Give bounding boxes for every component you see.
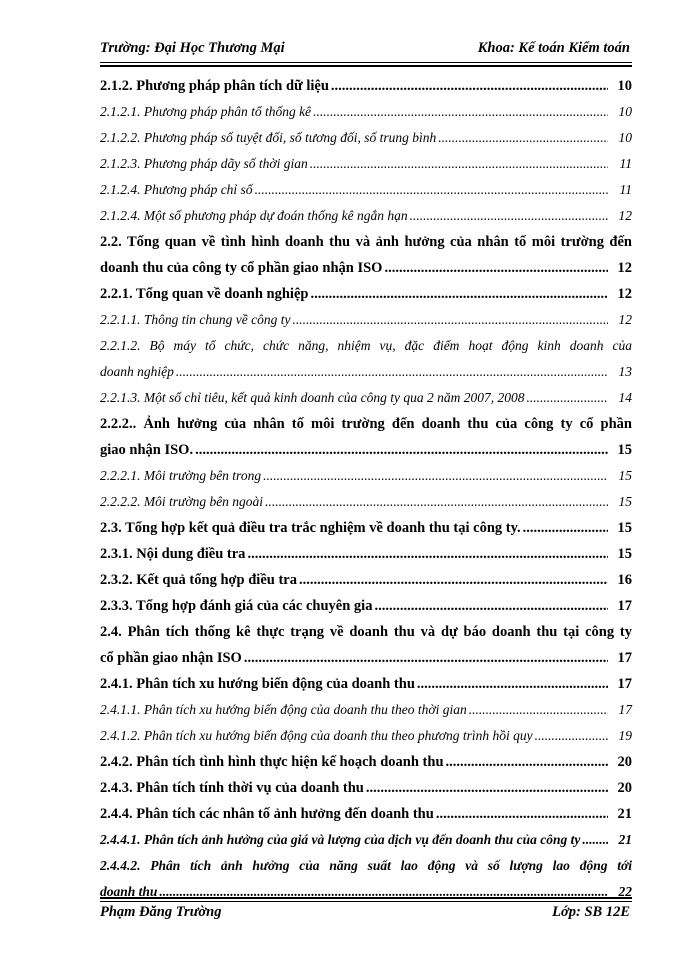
toc-entry-title: 2.4.1.2. Phân tích xu hướng biến động của doanh thu theo phương trình hồi quy (100, 728, 533, 743)
toc-entry-page: 11 (619, 182, 632, 197)
toc-entry-title: 2.4.3. Phân tích tính thời vụ của doanh thu (100, 780, 364, 796)
toc-entry-page: 22 (618, 884, 632, 899)
toc-leader (436, 801, 608, 827)
toc-entry-page: 10 (617, 78, 632, 94)
toc-entry (100, 229, 632, 281)
toc-entry (100, 125, 632, 151)
footer-class: Lớp: SB 12E (552, 904, 630, 920)
toc-entry-page: 10 (618, 130, 632, 145)
toc-leader (299, 567, 608, 593)
toc-entry-title: 2.1.2.1. Phương pháp phân tổ thống kê (100, 104, 312, 119)
toc-entry-title-cont: doanh thu của công ty cổ phần giao nhận ISO (100, 260, 383, 276)
toc-leader (310, 151, 608, 177)
toc-leader (523, 515, 608, 541)
toc-entry-title: 2.3.2. Kết quả tổng hợp điều tra (100, 572, 297, 588)
toc-entry-page: 17 (617, 598, 632, 614)
toc-leader (313, 99, 608, 125)
toc-entry (100, 307, 632, 333)
footer-author: Phạm Đăng Trường (100, 904, 222, 920)
toc-leader (292, 307, 608, 333)
toc-leader (366, 775, 608, 801)
toc-leader (265, 489, 608, 515)
toc-entry-title-cont: doanh thu (100, 884, 158, 899)
toc-entry-title: 2.4. Phân tích thống kê thực trạng về doanh thu và dự báo doanh thu tại công ty (100, 624, 632, 640)
toc-entry-title: 2.2. Tổng quan về tình hình doanh thu và ảnh hưởng của nhân tố môi trường đến (100, 234, 632, 250)
toc-entry-title: 2.2.2.1. Môi trường bên trong (100, 468, 262, 483)
toc-entry (100, 99, 632, 125)
toc-entry-title: 2.1.2. Phương pháp phân tích dữ liệu (100, 78, 329, 94)
toc-entry-page: 15 (618, 468, 632, 483)
toc-entry-page: 17 (617, 676, 632, 692)
toc-entry (100, 619, 632, 671)
toc-leader (374, 593, 608, 619)
toc-entry-page: 12 (617, 286, 632, 302)
toc-entry (100, 203, 632, 229)
toc-leader (438, 125, 608, 151)
toc-entry-title: 2.4.4. Phân tích các nhân tố ảnh hưởng đến doanh thu (100, 806, 434, 822)
toc-entry-page: 14 (618, 390, 632, 405)
toc-entry-title: 2.2.1. Tổng quan về doanh nghiệp (100, 286, 309, 302)
toc-entry-title: 2.2.2.2. Môi trường bên ngoài (100, 494, 264, 509)
toc-entry (100, 385, 632, 411)
toc-entry (100, 281, 632, 307)
toc-entry-title: 2.4.1.1. Phân tích xu hướng biến động của doanh thu theo thời gian (100, 702, 467, 717)
toc-entry (100, 801, 632, 827)
header-school: Trường: Đại Học Thương Mại (100, 40, 285, 56)
toc-entry-page: 11 (619, 156, 632, 171)
toc-entry (100, 567, 632, 593)
toc-entry-title: 2.2.1.2. Bộ máy tổ chức, chức năng, nhiệm vụ, đặc điểm hoạt động kinh doanh của (100, 338, 632, 353)
toc-entry (100, 749, 632, 775)
toc-leader (410, 203, 608, 229)
toc-entry-page: 13 (618, 364, 632, 379)
toc-entry-page: 20 (617, 754, 632, 770)
toc-entry-title: 2.3. Tổng hợp kết quả điều tra trắc nghiệm về doanh thu tại công ty. (100, 520, 521, 536)
toc-entry-title: 2.3.1. Nội dung điều tra (100, 546, 246, 562)
toc-entry-title: 2.2.1.3. Một số chỉ tiêu, kết quả kinh doanh của công ty qua 2 năm 2007, 2008 (100, 390, 525, 405)
toc-entry-page: 21 (617, 806, 632, 822)
table-of-contents (100, 73, 632, 905)
toc-leader (310, 281, 608, 307)
toc-entry-page: 20 (617, 780, 632, 796)
toc-leader (331, 73, 608, 99)
toc-leader (446, 749, 608, 775)
toc-entry-page: 17 (617, 650, 632, 666)
toc-leader (263, 463, 608, 489)
toc-entry-title: 2.1.2.4. Phương pháp chỉ số (100, 182, 253, 197)
toc-entry-page: 12 (618, 208, 632, 223)
toc-entry (100, 73, 632, 99)
toc-entry (100, 671, 632, 697)
toc-entry-page: 21 (618, 832, 632, 847)
toc-entry (100, 697, 632, 723)
footer-rule (100, 901, 632, 902)
toc-entry (100, 593, 632, 619)
toc-entry-page: 15 (617, 546, 632, 562)
toc-leader (255, 177, 608, 203)
toc-entry (100, 515, 632, 541)
toc-entry (100, 723, 632, 749)
toc-entry (100, 489, 632, 515)
toc-entry-title: 2.2.1.1. Thông tin chung về công ty (100, 312, 291, 327)
toc-entry (100, 411, 632, 463)
toc-entry (100, 463, 632, 489)
toc-entry-page: 12 (618, 312, 632, 327)
toc-leader (469, 697, 608, 723)
toc-leader (244, 645, 608, 671)
toc-entry-title: 2.1.2.4. Một số phương pháp dự đoán thống kê ngắn hạn (100, 208, 408, 223)
toc-leader (582, 827, 608, 853)
toc-entry-title: 2.2.2.. Ảnh hưởng của nhân tố môi trường đến doanh thu của công ty cổ phần (100, 416, 632, 432)
header-department: Khoa: Kế toán Kiểm toán (477, 40, 630, 56)
toc-entry-page: 15 (617, 442, 632, 458)
toc-entry (100, 541, 632, 567)
footer-rule-thick (100, 897, 632, 899)
toc-entry-page: 10 (618, 104, 632, 119)
header-rule-thick (100, 65, 632, 67)
page-header (100, 40, 630, 60)
toc-entry-title-cont: giao nhận ISO. (100, 442, 194, 458)
toc-entry (100, 177, 632, 203)
toc-entry-title: 2.4.4.1. Phân tích ảnh hưởng của giá và lượng của dịch vụ đến doanh thu của công ty (100, 832, 581, 847)
toc-entry-page: 15 (617, 520, 632, 536)
toc-entry (100, 827, 632, 853)
toc-entry-page: 19 (618, 728, 632, 743)
toc-leader (535, 723, 608, 749)
toc-entry-page: 15 (618, 494, 632, 509)
toc-entry-title: 2.1.2.2. Phương pháp số tuyệt đối, số tương đối, số trung bình (100, 130, 437, 145)
toc-leader (526, 385, 608, 411)
toc-entry-page: 12 (617, 260, 632, 276)
toc-leader (417, 671, 608, 697)
page-footer (100, 904, 630, 924)
toc-entry-page: 16 (617, 572, 632, 588)
toc-entry-title: 2.4.1. Phân tích xu hướng biến động của doanh thu (100, 676, 415, 692)
toc-entry (100, 775, 632, 801)
toc-entry-title: 2.3.3. Tổng hợp đánh giá của các chuyên gia (100, 598, 373, 614)
toc-entry-title-cont: doanh nghiệp (100, 364, 174, 379)
toc-entry-title: 2.1.2.3. Phương pháp dãy số thời gian (100, 156, 308, 171)
toc-entry-page: 17 (618, 702, 632, 717)
toc-entry-title: 2.4.4.2. Phân tích ảnh hưởng của năng suất lao động và số lượng lao động tới (100, 858, 632, 873)
header-rule (100, 62, 632, 63)
toc-entry-title: 2.4.2. Phân tích tình hình thực hiện kế hoạch doanh thu (100, 754, 444, 770)
toc-leader (195, 437, 608, 463)
toc-leader (247, 541, 608, 567)
toc-entry-title-cont: cổ phần giao nhận ISO (100, 650, 242, 666)
toc-leader (384, 255, 608, 281)
toc-entry (100, 151, 632, 177)
toc-entry (100, 333, 632, 385)
toc-leader (176, 359, 608, 385)
